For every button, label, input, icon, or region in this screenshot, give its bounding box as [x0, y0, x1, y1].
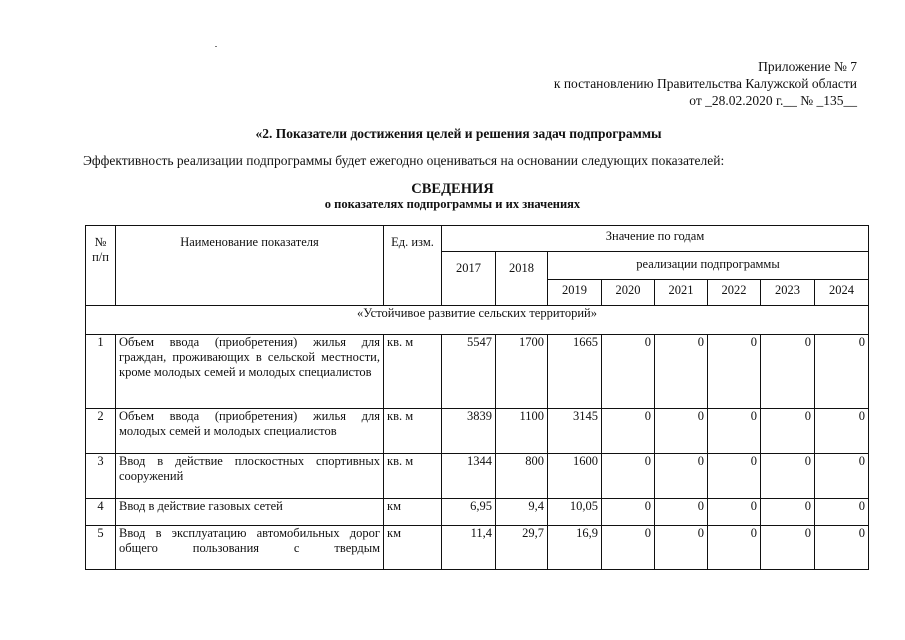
indicator-name: Объем ввода (приобретения) жилья для молодых семей и молодых специалистов	[116, 409, 384, 454]
value-2023: 0	[761, 526, 815, 570]
table-row	[86, 499, 869, 526]
header-num: № п/п	[86, 226, 116, 306]
row-number: 1	[86, 335, 116, 409]
value-2022: 0	[708, 335, 761, 409]
value-2023: 0	[761, 335, 815, 409]
header-values-by-year: Значение по годам	[442, 226, 869, 252]
header-year-2022: 2022	[708, 280, 761, 306]
value-2018: 800	[496, 454, 548, 499]
value-2022: 0	[708, 499, 761, 526]
value-2021: 0	[655, 454, 708, 499]
value-2024: 0	[815, 335, 869, 409]
value-2019: 10,05	[548, 499, 602, 526]
indicator-name: Ввод в действие газовых сетей	[116, 499, 384, 526]
intro-paragraph: Эффективность реализации подпрограммы будет ежегодно оцениваться на основании следующих показателей:	[83, 153, 725, 168]
value-2023: 0	[761, 454, 815, 499]
value-2017: 6,95	[442, 499, 496, 526]
table-row	[86, 409, 869, 454]
value-2019: 3145	[548, 409, 602, 454]
value-2020: 0	[602, 335, 655, 409]
value-2018: 29,7	[496, 526, 548, 570]
header-year-2019: 2019	[548, 280, 602, 306]
value-2017: 5547	[442, 335, 496, 409]
unit-cell: км	[384, 499, 442, 526]
row-number: 3	[86, 454, 116, 499]
indicator-name: Ввод в эксплуатацию автомобильных дорог общего пользования с твердым	[116, 526, 384, 570]
value-2022: 0	[708, 409, 761, 454]
header-year-2017: 2017	[442, 252, 496, 306]
header-row-1	[86, 226, 869, 252]
header-year-2020: 2020	[602, 280, 655, 306]
value-2018: 9,4	[496, 499, 548, 526]
header-implementation: реализации подпрограммы	[548, 252, 869, 280]
indicator-name: Ввод в действие плоскостных спортивных сооружений	[116, 454, 384, 499]
appendix-block	[554, 58, 857, 109]
value-2020: 0	[602, 499, 655, 526]
header-name: Наименование показателя	[116, 226, 384, 306]
section-label: «Устойчивое развитие сельских территорий»	[86, 306, 869, 335]
value-2020: 0	[602, 454, 655, 499]
value-2019: 16,9	[548, 526, 602, 570]
appendix-resolution: к постановлению Правительства Калужской области	[553, 76, 857, 91]
value-2017: 11,4	[442, 526, 496, 570]
table-row	[86, 335, 869, 409]
value-2024: 0	[815, 409, 869, 454]
unit-cell: км	[384, 526, 442, 570]
value-2018: 1700	[496, 335, 548, 409]
value-2017: 1344	[442, 454, 496, 499]
appendix-number: Приложение № 7	[758, 59, 857, 74]
table-row	[86, 526, 869, 570]
value-2019: 1600	[548, 454, 602, 499]
header-year-2018: 2018	[496, 252, 548, 306]
value-2021: 0	[655, 409, 708, 454]
table-subtitle: о показателях подпрограммы и их значениях	[324, 197, 581, 211]
row-number: 5	[86, 526, 116, 570]
unit-cell: кв. м	[384, 409, 442, 454]
scan-speck	[215, 46, 217, 47]
value-2020: 0	[602, 409, 655, 454]
value-2020: 0	[602, 526, 655, 570]
value-2017: 3839	[442, 409, 496, 454]
value-2023: 0	[761, 409, 815, 454]
table-row	[86, 454, 869, 499]
section-row	[86, 306, 869, 335]
appendix-date-number: от _28.02.2020 г.__ № _135__	[689, 93, 857, 108]
indicator-name: Объем ввода (приобретения) жилья для граждан, проживающих в сельской местности, кроме молодых семей и молодых специалистов	[116, 335, 384, 409]
value-2021: 0	[655, 335, 708, 409]
value-2022: 0	[708, 454, 761, 499]
value-2022: 0	[708, 526, 761, 570]
value-2021: 0	[655, 526, 708, 570]
value-2018: 1100	[496, 409, 548, 454]
header-year-2021: 2021	[655, 280, 708, 306]
unit-cell: кв. м	[384, 335, 442, 409]
table-title: СВЕДЕНИЯ	[411, 181, 494, 197]
value-2024: 0	[815, 526, 869, 570]
value-2021: 0	[655, 499, 708, 526]
row-number: 4	[86, 499, 116, 526]
value-2023: 0	[761, 499, 815, 526]
header-year-2023: 2023	[761, 280, 815, 306]
value-2019: 1665	[548, 335, 602, 409]
row-number: 2	[86, 409, 116, 454]
value-2024: 0	[815, 499, 869, 526]
unit-cell: кв. м	[384, 454, 442, 499]
section-title: «2. Показатели достижения целей и решения задач подпрограммы	[255, 126, 662, 141]
value-2024: 0	[815, 454, 869, 499]
header-unit: Ед. изм.	[384, 226, 442, 306]
indicators-table	[85, 225, 869, 570]
header-year-2024: 2024	[815, 280, 869, 306]
